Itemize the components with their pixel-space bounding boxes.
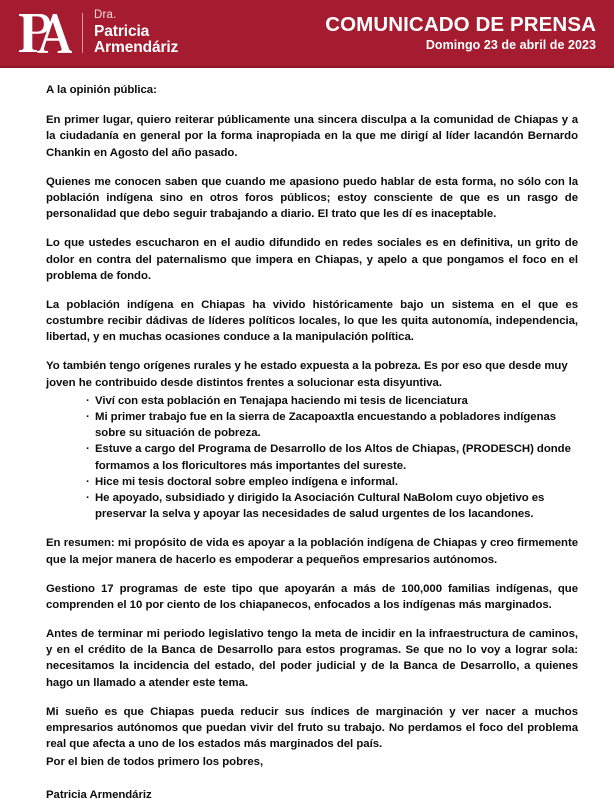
letter-body xyxy=(0,68,614,803)
achievements-list xyxy=(46,393,578,523)
brand-lockup xyxy=(16,9,178,57)
masthead-title-block xyxy=(325,14,600,53)
bullet-dot-icon: · xyxy=(86,491,90,504)
list-item-label: Estuve a cargo del Programa de Desarrollo de los Altos de Chiapas, (PRODESCH) donde formamos a los floricultores más importantes del sureste. xyxy=(95,443,571,472)
paragraph: En primer lugar, quiero reiterar públicamente una sincera disculpa a la comunidad de Chiapas y a la ciudadanía en general por la forma inapropiada en la que me dirigí al líder lacandón Bernardo Chankin en Agosto del año pasado. xyxy=(46,114,578,159)
brand-divider xyxy=(82,13,83,53)
paragraph: La población indígena en Chiapas ha vivido históricamente bajo un sistema en el que es costumbre recibir dádivas de líderes políticos locales, lo que les quita autonomía, independencia, libertad, y en muchas ocasiones conduce a la manipulación política. xyxy=(46,298,578,344)
paragraph: Lo que ustedes escucharon en el audio difundido en redes sociales es en definitiva, un grito de dolor en contra del paternalismo que impera en Chiapas, y apelo a que pongamos el foco en el problema de fondo. xyxy=(46,237,578,282)
salutation: A la opinión pública: xyxy=(46,84,157,96)
bullet-dot-icon: · xyxy=(86,411,90,423)
closing-line: Por el bien de todos primero los pobres, xyxy=(46,756,264,769)
brand-name-block xyxy=(94,10,178,56)
paragraph: Mi sueño es que Chiapas pueda reducir sus índices de marginación y ver nacer a muchos empresarios autónomos que puedan vivir del fruto su trabajo. No perdamos el foco del problema real que afecta a uno de los estados más marginados del país. xyxy=(46,705,578,751)
list-item xyxy=(86,474,578,490)
list-item xyxy=(86,441,578,473)
paragraph: En resumen: mi propósito de vida es apoyar a la población indígena de Chiapas y creo firmemente que la mejor manera de hacerlo es empoderar a pequeños empresarios autónomos. xyxy=(46,537,578,566)
masthead-banner xyxy=(0,0,614,68)
paragraph: Antes de terminar mi periodo legislativo tengo la meta de incidir en la infraestructura de caminos, y en el crédito de la Banca de Desarrollo para estos programas. Se que no lo voy a lograr sola: necesitamos la incidencia del estado, del poder judicial y de la Banca de Desarrollo, a quienes hago un llamado a atender este tema. xyxy=(46,628,578,689)
list-item xyxy=(86,490,578,522)
paragraph: Gestiono 17 programas de este tipo que apoyarán a más de 100,000 familias indígenas, que comprenden el 10 por ciento de los chiapanecos, enfocados a los indígenas más marginados. xyxy=(46,582,578,611)
bullet-dot-icon: · xyxy=(86,443,90,456)
list-item-label: Mi primer trabajo fue en la sierra de Zacapoaxtla encuestando a pobladores indígenas sobre su situación de pobreza. xyxy=(95,411,557,440)
list-item xyxy=(86,409,578,441)
list-item-label: Hice mi tesis doctoral sobre empleo indígena e informal. xyxy=(95,475,398,488)
list-intro-paragraph: Yo también tengo orígenes rurales y he estado expuesta a la pobreza. Es por eso que desde muy joven he contribuido desde distintos frentes a solucionar esta disyuntiva. xyxy=(46,360,568,389)
bullet-dot-icon: · xyxy=(86,394,90,407)
list-item-label: Viví con esta población en Tenajapa haciendo mi tesis de licenciatura xyxy=(95,394,468,407)
list-item xyxy=(86,393,578,409)
paragraph: Quienes me conocen saben que cuando me apasiono puedo hablar de esta forma, no sólo con la población indígena sino en otros foros públicos; estoy consciente de que es un rasgo de personalidad que debo seguir trabajando a diario. El trato que les dí es inaceptable. xyxy=(46,175,578,221)
bullet-dot-icon: · xyxy=(86,475,90,488)
brand-last-name: Armendáriz xyxy=(94,39,179,57)
brand-first-name: Patricia xyxy=(94,22,150,40)
press-release-title: COMUNICADO DE PRENSA xyxy=(325,12,596,36)
list-item-label: He apoyado, subsidiado y dirigido la Asociación Cultural NaBolom cuyo objetivo es preservar la selva y apoyar las necesidades de salud urgentes de los lacandones. xyxy=(95,491,545,521)
signature-name: Patricia Armendáriz xyxy=(46,788,152,801)
pa-monogram-icon xyxy=(16,10,72,56)
press-release-date: Domingo 23 de abril de 2023 xyxy=(425,38,596,53)
brand-honorific: Dra. xyxy=(94,9,117,22)
